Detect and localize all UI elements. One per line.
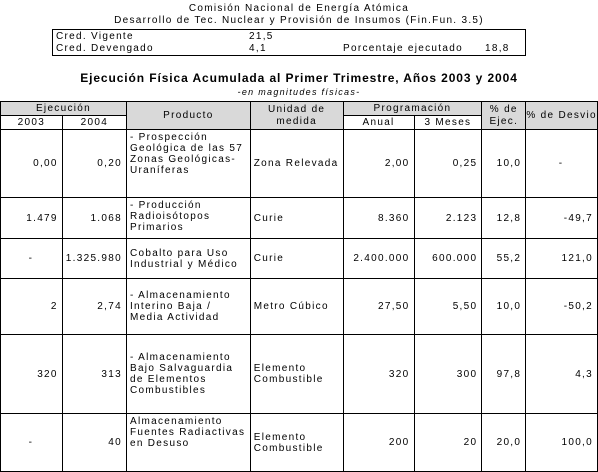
cell-2003: - xyxy=(1,414,63,472)
cell-pct-ejec: 10,0 xyxy=(482,279,526,335)
cell-anual: 8.360 xyxy=(343,198,414,239)
cell-anual: 2,00 xyxy=(343,130,414,198)
cell-3-meses: 20 xyxy=(414,414,482,472)
col-2004: 2004 xyxy=(62,116,126,130)
cell-pct-desvio: - xyxy=(526,130,598,198)
cell-unidad: Elemento Combustible xyxy=(250,414,343,472)
cell-2003: - xyxy=(1,239,63,279)
cell-unidad: Metro Cúbico xyxy=(250,279,343,335)
cell-unidad: Zona Relevada xyxy=(250,130,343,198)
table-row xyxy=(1,335,598,414)
cred-vigente-value: 21,5 xyxy=(249,31,274,42)
cell-3-meses: 0,25 xyxy=(414,130,482,198)
col-pct-desvio: % de Desvio xyxy=(526,102,598,130)
header-program: Desarrollo de Tec. Nuclear y Provisión de Insumos (Fin.Fun. 3.5) xyxy=(114,15,484,26)
cell-3-meses: 5,50 xyxy=(414,279,482,335)
header-institution: Comisión Nacional de Energía Atómica xyxy=(188,3,410,14)
cell-2004: 1.325.980 xyxy=(62,239,126,279)
cell-anual: 2.400.000 xyxy=(343,239,414,279)
cell-pct-ejec: 10,0 xyxy=(482,130,526,198)
cell-pct-desvio: -49,7 xyxy=(526,198,598,239)
table-row xyxy=(1,279,598,335)
execution-table xyxy=(0,101,598,472)
cell-producto: - Prospección Geológica de las 57 Zonas Geológicas-Uraníferas xyxy=(126,130,250,198)
cred-devengado-label: Cred. Devengado xyxy=(56,43,154,54)
cell-pct-desvio: -50,2 xyxy=(526,279,598,335)
porcentaje-label: Porcentaje ejecutado xyxy=(343,43,463,54)
cell-2004: 313 xyxy=(62,335,126,414)
table-row xyxy=(1,239,598,279)
cell-2003: 320 xyxy=(1,335,63,414)
cell-pct-desvio: 4,3 xyxy=(526,335,598,414)
cell-2004: 2,74 xyxy=(62,279,126,335)
cell-2003: 1.479 xyxy=(1,198,63,239)
cell-3-meses: 300 xyxy=(414,335,482,414)
cell-producto: - Almacenamiento Bajo Salvaguardia de Elementos Combustibles xyxy=(126,335,250,414)
cell-2003: 0,00 xyxy=(1,130,63,198)
cell-anual: 27,50 xyxy=(343,279,414,335)
cell-producto: - Almacenamiento Interino Baja / Media Actividad xyxy=(126,279,250,335)
cell-anual: 320 xyxy=(343,335,414,414)
col-ejecucion: Ejecución xyxy=(1,102,127,116)
porcentaje-value: 18,8 xyxy=(485,43,510,54)
cell-pct-ejec: 12,8 xyxy=(482,198,526,239)
table-row xyxy=(1,198,598,239)
cred-devengado-value: 4,1 xyxy=(249,43,267,54)
cell-2003: 2 xyxy=(1,279,63,335)
report-subtitle: -en magnitudes físicas- xyxy=(237,87,361,97)
cell-3-meses: 600.000 xyxy=(414,239,482,279)
col-3-meses: 3 Meses xyxy=(414,116,482,130)
cell-3-meses: 2.123 xyxy=(414,198,482,239)
cell-pct-desvio: 121,0 xyxy=(526,239,598,279)
cell-producto: Cobalto para Uso Industrial y Médico xyxy=(126,239,250,279)
col-pct-ejec: % de Ejec. xyxy=(482,102,526,130)
table-row xyxy=(1,414,598,472)
cell-anual: 200 xyxy=(343,414,414,472)
col-programacion: Programación xyxy=(343,102,482,116)
col-unidad: Unidad de medida xyxy=(250,102,343,130)
cell-pct-ejec: 20,0 xyxy=(482,414,526,472)
col-2003: 2003 xyxy=(1,116,63,130)
cell-producto: Almacenamiento Fuentes Radiactivas en Desuso xyxy=(126,414,250,472)
cell-producto: - Producción Radioisótopos Primarios xyxy=(126,198,250,239)
credit-summary-box xyxy=(52,29,526,56)
table-row xyxy=(1,130,598,198)
cell-2004: 0,20 xyxy=(62,130,126,198)
cell-pct-ejec: 97,8 xyxy=(482,335,526,414)
col-producto: Producto xyxy=(126,102,250,130)
col-anual: Anual xyxy=(343,116,414,130)
cell-pct-desvio: 100,0 xyxy=(526,414,598,472)
cell-2004: 40 xyxy=(62,414,126,472)
cred-vigente-label: Cred. Vigente xyxy=(56,31,134,42)
cell-2004: 1.068 xyxy=(62,198,126,239)
report-title: Ejecución Física Acumulada al Primer Trimestre, Años 2003 y 2004 xyxy=(80,71,518,85)
cell-unidad: Curie xyxy=(250,239,343,279)
cell-unidad: Curie xyxy=(250,198,343,239)
cell-unidad: Elemento Combustible xyxy=(250,335,343,414)
cell-pct-ejec: 55,2 xyxy=(482,239,526,279)
